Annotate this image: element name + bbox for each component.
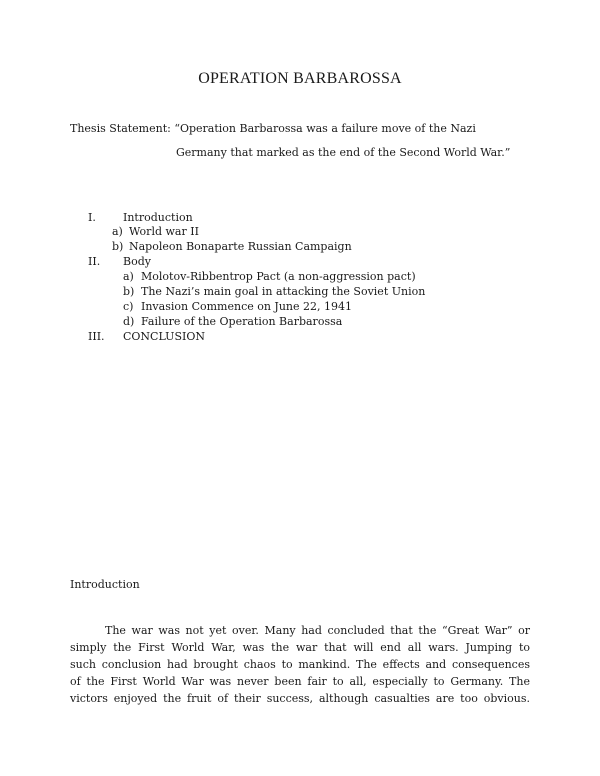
outline-item: Failure of the Operation Barbarossa (141, 315, 343, 328)
outline-numeral-1: I. (88, 211, 96, 224)
paragraph-line: The war was not yet over. Many had concluded that the “Great War” or (105, 624, 530, 637)
paragraph-line: of the First World War was never been fair to all, especially to Germany. The (70, 675, 530, 688)
outline-marker: c) (123, 300, 134, 313)
paragraph-line: such conclusion had brought chaos to mankind. The effects and consequences (70, 658, 530, 671)
outline-item: World war II (129, 225, 199, 238)
body-paragraph (70, 622, 530, 707)
outline-numeral-3: III. (88, 330, 105, 343)
outline-marker: a) (112, 225, 123, 238)
outline-item: Molotov-Ribbentrop Pact (a non-aggression pact) (141, 270, 416, 283)
thesis-line-1: Thesis Statement: “Operation Barbarossa was a failure move of the Nazi (70, 122, 476, 135)
outline-marker: b) (123, 285, 135, 298)
outline-heading-body: Body (123, 255, 151, 268)
section-heading: Introduction (70, 578, 140, 591)
outline-marker: a) (123, 270, 134, 283)
paragraph-line: simply the First World War, was the war that will end all wars. Jumping to (70, 641, 530, 654)
document-title: OPERATION BARBAROSSA (198, 70, 402, 87)
outline-heading-conclusion: CONCLUSION (123, 330, 205, 343)
outline-item: Napoleon Bonaparte Russian Campaign (129, 240, 352, 253)
thesis-line-2: Germany that marked as the end of the Second World War.” (176, 146, 511, 159)
paragraph-line: victors enjoyed the fruit of their success, although casualties are too obvious. (70, 692, 530, 705)
outline-marker: d) (123, 315, 135, 328)
outline-marker: b) (112, 240, 124, 253)
outline-item: Invasion Commence on June 22, 1941 (141, 300, 353, 313)
outline-item: The Nazi’s main goal in attacking the Soviet Union (141, 285, 426, 298)
outline-numeral-2: II. (88, 255, 101, 268)
outline-heading-introduction: Introduction (123, 211, 193, 224)
